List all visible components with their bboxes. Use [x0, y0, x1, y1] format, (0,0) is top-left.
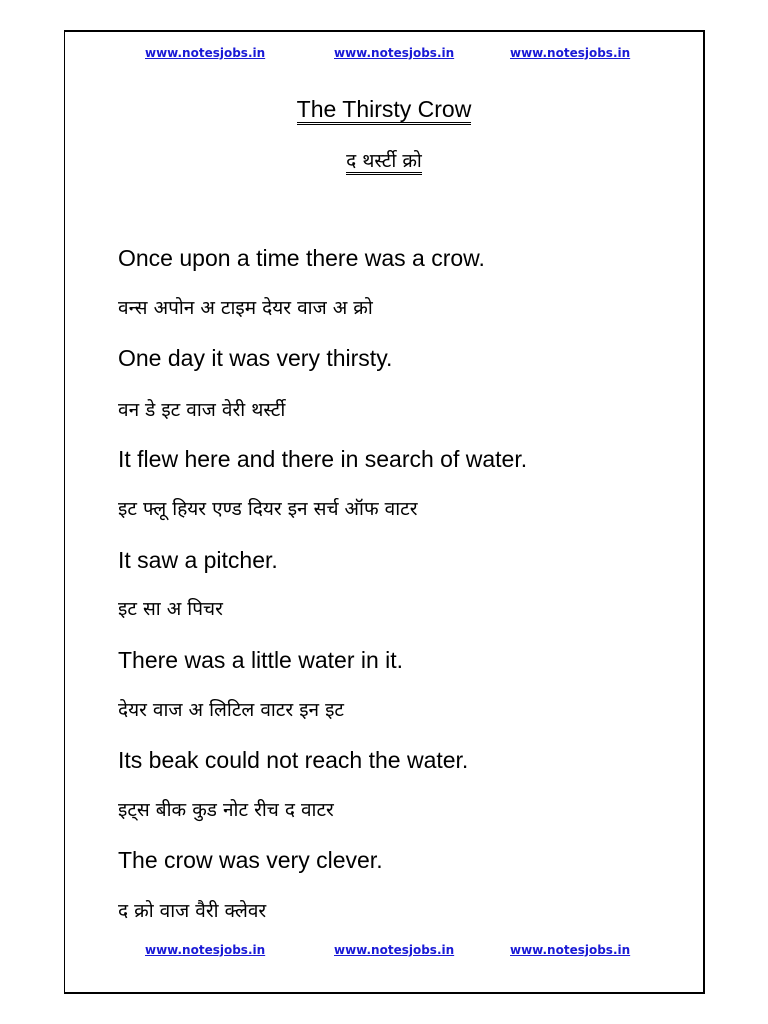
english-line-5: There was a little water in it. — [118, 647, 404, 673]
hindi-line-6: इट्स बीक कुड नोट रीच द वाटर — [118, 799, 334, 821]
title-text: The Thirsty Crow — [297, 96, 472, 125]
header-link-1[interactable]: www.notesjobs.in — [145, 46, 266, 60]
english-line-1: Once upon a time there was a crow. — [118, 245, 485, 271]
footer-links — [65, 943, 703, 963]
footer-link-1[interactable]: www.notesjobs.in — [145, 943, 266, 957]
header-links — [65, 46, 703, 66]
subtitle-text: द थर्स्टी क्रो — [346, 150, 422, 175]
english-line-7: The crow was very clever. — [118, 847, 383, 873]
english-line-2: One day it was very thirsty. — [118, 345, 393, 371]
hindi-line-2: वन डे इट वाज वेरी थर्स्टी — [118, 399, 286, 421]
document-page — [64, 30, 705, 994]
hindi-line-7: द क्रो वाज वैरी क्लेवर — [118, 900, 267, 922]
hindi-line-3: इट फ्लू हियर एण्ड दियर इन सर्च ऑफ वाटर — [118, 498, 418, 520]
hindi-line-4: इट सा अ पिचर — [118, 598, 223, 620]
header-link-2[interactable]: www.notesjobs.in — [334, 46, 455, 60]
english-line-6: Its beak could not reach the water. — [118, 747, 469, 773]
english-line-4: It saw a pitcher. — [118, 547, 278, 573]
header-link-3[interactable]: www.notesjobs.in — [510, 46, 631, 60]
footer-link-3[interactable]: www.notesjobs.in — [510, 943, 631, 957]
footer-link-2[interactable]: www.notesjobs.in — [334, 943, 455, 957]
english-line-3: It flew here and there in search of water. — [118, 446, 528, 472]
hindi-line-5: देयर वाज अ लिटिल वाटर इन इट — [118, 699, 345, 721]
page-title — [65, 94, 703, 124]
hindi-line-1: वन्स अपोन अ टाइम देयर वाज अ क्रो — [118, 297, 373, 319]
page-subtitle — [65, 148, 703, 174]
